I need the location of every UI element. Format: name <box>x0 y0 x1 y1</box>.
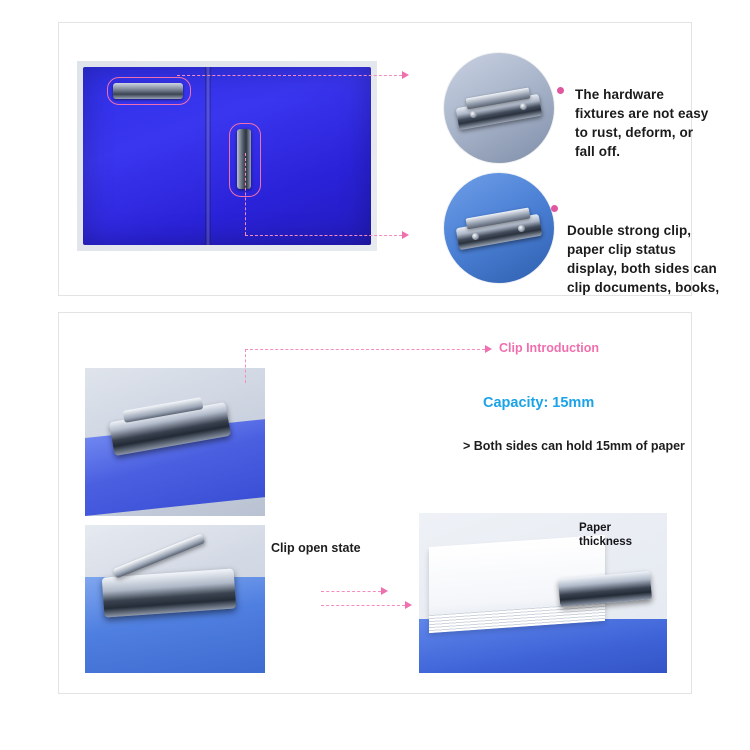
feature-text-2: Double strong clip, paper clip status display, both sides can clip documents, books, <box>567 223 720 296</box>
highlight-box-top-clip <box>107 77 191 105</box>
connector-arrow-4b <box>405 601 412 609</box>
feature-text-1: The hardware fixtures are not easy to rust, deform, or fall off. <box>575 87 709 160</box>
capacity-bullet: > Both sides can hold 15mm of paper <box>463 439 685 453</box>
connector-line-2-vertical <box>245 153 246 235</box>
blue-clip-folder-open-photo <box>77 61 377 251</box>
connector-line-3-horizontal <box>245 349 485 350</box>
connector-line-1 <box>177 75 402 76</box>
clip-screw <box>472 233 479 240</box>
clip-introduction-heading: Clip Introduction <box>499 341 599 355</box>
panel-hardware-features <box>58 22 720 296</box>
connector-arrow-1 <box>402 71 409 79</box>
connector-arrow-4a <box>381 587 388 595</box>
connector-line-2-horizontal <box>245 235 402 236</box>
clip-screw <box>518 225 525 232</box>
clip-open-photo <box>85 525 265 673</box>
connector-arrow-3 <box>485 345 492 353</box>
bullet-dot-1 <box>557 87 564 94</box>
connector-line-4b <box>321 605 405 606</box>
clip-closed-photo <box>85 368 265 516</box>
clip-open-state-label: Clip open state <box>271 541 361 555</box>
clip-screw <box>470 111 477 118</box>
paper-thickness-label: Paper thickness <box>579 522 633 549</box>
panel-clip-introduction <box>58 312 692 694</box>
connector-line-3-vertical <box>245 349 246 383</box>
folder-spine <box>205 67 211 245</box>
clip-screw <box>520 103 527 110</box>
connector-line-4a <box>321 591 381 592</box>
double-clip-closeup-photo <box>444 173 554 283</box>
bullet-dot-2 <box>551 205 558 212</box>
capacity-text: Capacity: 15mm <box>483 395 595 411</box>
top-clip-closeup-photo <box>444 53 554 163</box>
connector-arrow-2 <box>402 231 409 239</box>
